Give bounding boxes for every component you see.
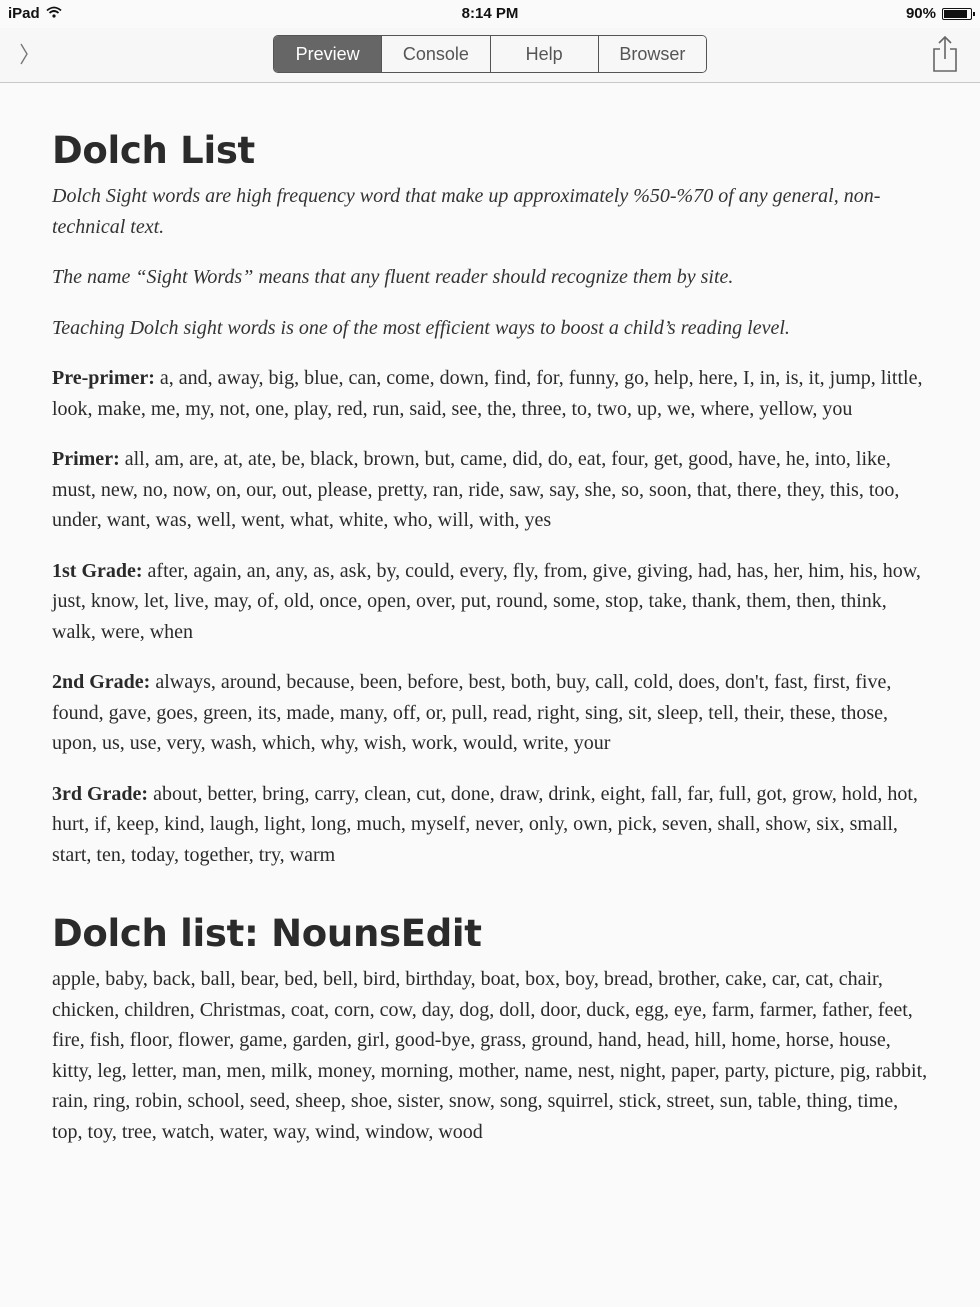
list-words: always, around, because, been, before, best, both, buy, call, cold, does, don't, fast, first, five, found, gave, goes, green, its, made, many, off, or, pull, read, right, sing, sit, sleep, tell, their, these, those, upon, us, use, very, wash, which, why, wish, work, would, write, your [52, 671, 892, 754]
tab-preview[interactable]: Preview [274, 36, 381, 72]
word-list-pre-primer [52, 363, 932, 424]
tab-console[interactable]: Console [381, 36, 489, 72]
word-list-2nd-grade [52, 667, 932, 759]
chevron-right-icon[interactable] [14, 40, 34, 68]
intro-paragraph: The name “Sight Words” means that any fluent reader should recognize them by site. [52, 266, 734, 288]
list-label: 2nd Grade: [52, 671, 151, 693]
word-list-1st-grade [52, 556, 932, 648]
word-list-primer [52, 444, 932, 536]
intro-paragraph: Dolch Sight words are high frequency word that make up approximately %50-%70 of any general, non-technical text. [52, 185, 881, 238]
list-label: 1st Grade: [52, 559, 143, 582]
intro-paragraph: Teaching Dolch sight words is one of the most efficient ways to boost a child’s reading level. [52, 316, 790, 339]
status-right [906, 5, 972, 22]
word-list-3rd-grade [52, 779, 932, 871]
page-title: Dolch List [52, 129, 255, 172]
battery-tip [973, 12, 975, 16]
status-time: 8:14 PM [461, 5, 519, 22]
device-name: iPad [8, 5, 40, 22]
list-label: Primer: [52, 448, 120, 470]
list-words: all, am, are, at, ate, be, black, brown, but, came, did, do, eat, four, get, good, have, he, into, like, must, new, no, now, on, our, out, please, pretty, ran, ride, saw, say, she, so, soon, that, there, they, this, too, under, want, was, well, went, what, white, who, will, with, yes [52, 448, 900, 531]
list-words: about, better, bring, carry, clean, cut, done, draw, drink, eight, fall, far, full, got, grow, hold, hot, hurt, if, keep, kind, laugh, light, long, much, myself, never, only, own, pick, seven, shall, show, six, small, start, ten, today, together, try, warm [52, 782, 918, 866]
share-icon[interactable] [930, 35, 960, 73]
tab-browser[interactable]: Browser [598, 36, 706, 72]
toolbar [0, 28, 980, 83]
battery-percent: 90% [905, 5, 936, 22]
battery-fill [944, 10, 967, 18]
segmented-control [273, 35, 707, 73]
list-words: after, again, an, any, as, ask, by, could, every, fly, from, give, giving, had, has, her, him, his, how, just, know, let, live, may, of, old, once, open, over, put, round, some, stop, take, thank, them, then, think, walk, were, when [52, 559, 921, 643]
battery-icon [942, 8, 972, 20]
status-bar [0, 0, 980, 28]
document-content [52, 82, 932, 1147]
list-label: Pre-primer: [52, 367, 155, 389]
list-label: 3rd Grade: [52, 782, 149, 805]
tab-help[interactable]: Help [490, 36, 598, 72]
nouns-list: apple, baby, back, ball, bear, bed, bell, bird, birthday, boat, box, boy, bread, brother, cake, car, cat, chair, chicken, children, Christmas, coat, corn, cow, day, dog, doll, door, duck, egg, eye, farm, farmer, father, feet, fire, fish, floor, flower, game, garden, girl, good-bye, grass, ground, hand, head, hill, home, horse, house, kitty, leg, letter, man, men, milk, money, morning, mother, name, nest, night, paper, party, picture, pig, rabbit, rain, ring, robin, school, seed, sheep, shoe, sister, snow, song, squirrel, stick, street, sun, table, thing, time, top, toy, tree, watch, water, way, wind, window, wood [52, 968, 928, 1143]
list-words: a, and, away, big, blue, can, come, down, find, for, funny, go, help, here, I, in, is, it, jump, little, look, make, me, my, not, one, play, red, run, said, see, the, three, to, two, up, we, where, yellow, you [52, 367, 923, 420]
section-title-nouns: Dolch list: NounsEdit [52, 912, 482, 955]
